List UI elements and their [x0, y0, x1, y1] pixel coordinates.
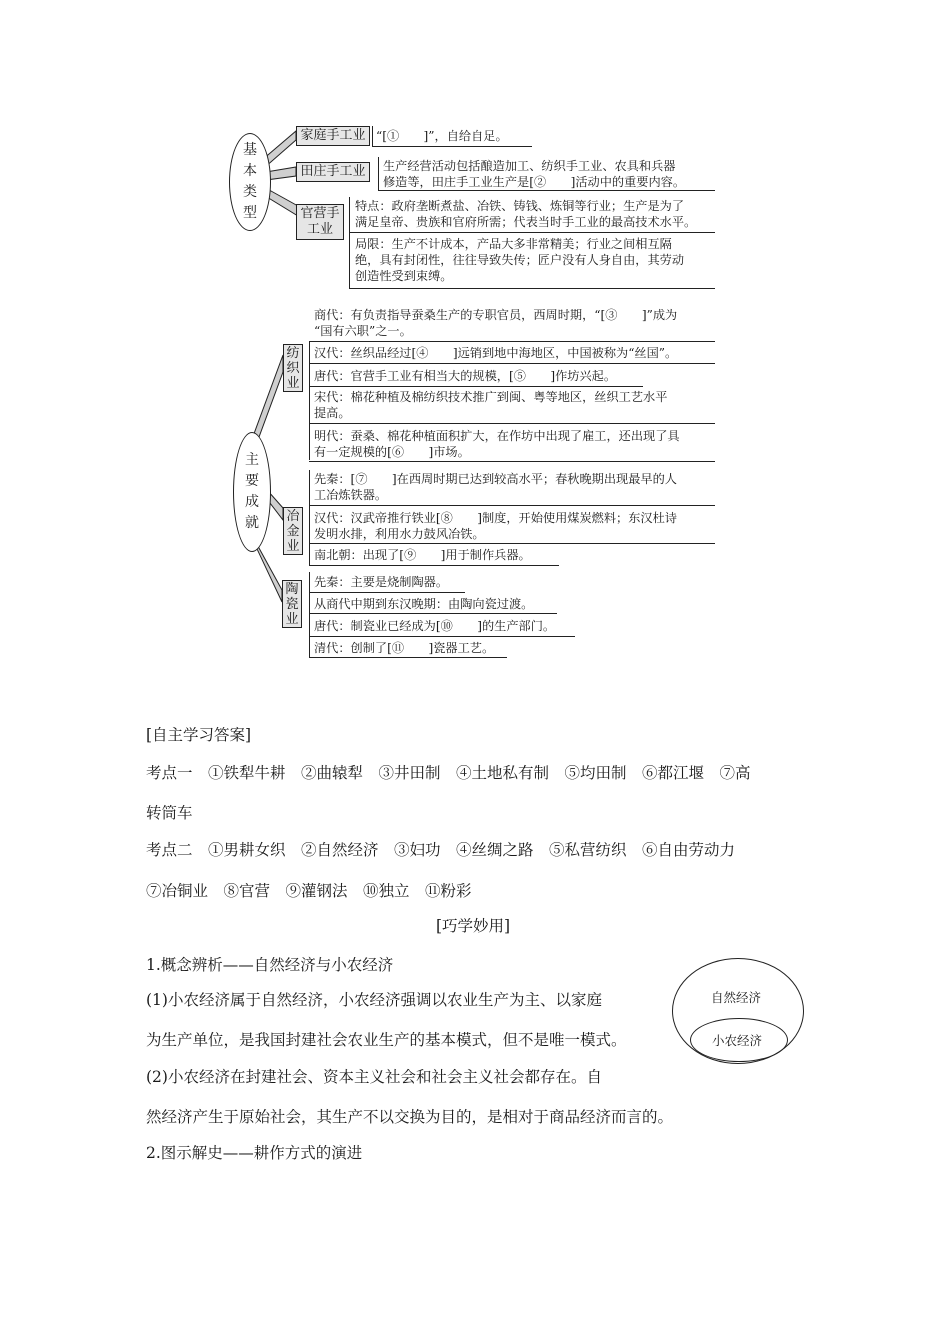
textile-song-line-2: 提高。	[314, 406, 351, 420]
underline	[309, 613, 557, 614]
textile-song-line-1: 宋代：棉花种植及棉纺织技术推广到闽、粤等地区，丝织工艺水平	[314, 390, 668, 404]
metallurgy-southern-northern: 南北朝：出现了[⑨ ]用于制作兵器。	[314, 548, 531, 562]
ceramics-label: 陶瓷业	[285, 581, 299, 627]
metallurgy-box	[283, 507, 303, 555]
answers-point2-line1: 考点二 ①男耕女织 ②自然经济 ③妇功 ④丝绸之路 ⑤私营纺织 ⑥自由劳动力	[146, 841, 736, 859]
metallurgy-han-line-2: 发明水排，利用水力鼓风冶铁。	[314, 527, 485, 541]
underline	[309, 543, 715, 544]
metallurgy-label: 冶金业	[286, 508, 300, 554]
underline	[309, 461, 715, 462]
official-features-line-1: 特点：政府垄断煮盐、冶铁、铸钱、炼铜等行业；生产是为了	[355, 199, 685, 213]
underline	[309, 386, 643, 387]
official-handicraft-label: 官营手工业	[300, 206, 340, 237]
answers-heading: [自主学习答案]	[146, 726, 252, 744]
tips-heading: [巧学妙用]	[436, 917, 511, 935]
answers-point1-line2: 转筒车	[146, 804, 193, 822]
answers-point1-line1: 考点一 ①铁犁牛耕 ②曲辕犁 ③井田制 ④土地私有制 ⑤均田制 ⑥都江堰 ⑦高	[146, 764, 751, 782]
manor-handicraft-box	[296, 162, 370, 182]
textile-shang-line-1: 商代：有负责指导蚕桑生产的专职官员，西周时期，“[③ ]”成为	[314, 308, 678, 322]
achievements-node	[233, 432, 271, 552]
official-limits-line-3: 创造性受到束缚。	[355, 269, 453, 283]
tips-s1-title: 1.概念辨析——自然经济与小农经济	[146, 956, 394, 974]
metallurgy-han-line-1: 汉代：汉武帝推行铁业[⑧ ]制度，开始使用煤炭燃料；东汉杜诗	[314, 511, 677, 525]
ceramics-preqin: 先秦：主要是烧制陶器。	[314, 575, 449, 589]
bracket	[309, 342, 310, 460]
household-handicraft-text: “[① ]”，自给自足。	[376, 129, 508, 143]
underline	[349, 288, 715, 289]
tips-s1-p1-line1: (1)小农经济属于自然经济，小农经济强调以农业生产为主、以家庭	[146, 991, 602, 1009]
underline	[309, 505, 715, 506]
ceramics-qing: 清代：创制了[⑪ ]瓷器工艺。	[314, 641, 495, 655]
textile-shang-line-2: “国有六职”之一。	[314, 324, 412, 338]
basic-types-label: 基本类型	[243, 142, 257, 221]
underline	[309, 565, 559, 566]
textile-box	[283, 344, 303, 392]
underline	[309, 423, 715, 424]
answers-point2-line2: ⑦冶铜业 ⑧官营 ⑨灌钢法 ⑩独立 ⑪粉彩	[146, 882, 472, 900]
official-limits-line-2: 绝，具有封闭性，往往导致失传；匠户没有人身自由，其劳动	[355, 253, 685, 267]
underline	[309, 363, 715, 364]
underline	[349, 232, 715, 233]
tips-s1-p1-line2: 为生产单位，是我国封建社会农业生产的基本模式，但不是唯一模式。	[146, 1031, 627, 1049]
manor-handicraft-label: 田庄手工业	[300, 164, 366, 179]
tips-s2-title: 2.图示解史——耕作方式的演进	[146, 1144, 363, 1162]
ceramics-box	[282, 580, 302, 628]
metallurgy-preqin-line-1: 先秦：[⑦ ]在西周时期已达到较高水平；春秋晚期出现最早的人	[314, 472, 677, 486]
textile-ming-line-1: 明代：蚕桑、棉花种植面积扩大，在作坊中出现了雇工，还出现了具	[314, 429, 680, 443]
household-handicraft-box	[296, 126, 370, 146]
official-limits-line-1: 局限：生产不计成本，产品大多非常精美；行业之间相互隔	[355, 237, 672, 251]
bracket	[378, 157, 379, 190]
small-peasant-economy-label: 小农经济	[712, 1033, 763, 1048]
underline	[378, 190, 715, 191]
underline	[309, 657, 507, 658]
household-handicraft-label: 家庭手工业	[300, 128, 366, 143]
tips-s1-p2-line2: 然经济产生于原始社会，其生产不以交换为目的，是相对于商品经济而言的。	[146, 1108, 674, 1126]
textile-label: 纺织业	[286, 345, 300, 391]
basic-types-node	[229, 133, 271, 231]
manor-handicraft-line-2: 修造等，田庄手工业生产是[② ]活动中的重要内容。	[383, 175, 686, 189]
underline	[309, 592, 465, 593]
achievements-label: 主要成就	[245, 452, 259, 531]
official-handicraft-box	[296, 204, 344, 240]
ceramics-shang-han: 从商代中期到东汉晚期：由陶向瓷过渡。	[314, 597, 534, 611]
underline	[309, 341, 715, 342]
bracket	[372, 126, 373, 147]
official-features-line-2: 满足皇帝、贵族和官府所需；代表当时手工业的最高技术水平。	[355, 215, 697, 229]
textile-han: 汉代：丝织品经过[④ ]远销到地中海地区，中国被称为“丝国”。	[314, 346, 678, 360]
bracket	[309, 572, 310, 658]
underline	[309, 636, 575, 637]
underline	[372, 146, 532, 147]
tips-s1-p2-line1: (2)小农经济在封建社会、资本主义社会和社会主义社会都存在。自	[146, 1068, 602, 1086]
textile-tang: 唐代：官营手工业有相当大的规模，[⑤ ]作坊兴起。	[314, 369, 617, 383]
metallurgy-preqin-line-2: 工冶炼铁器。	[314, 488, 388, 502]
manor-handicraft-line-1: 生产经营活动包括酿造加工、纺织手工业、农具和兵器	[383, 159, 676, 173]
bracket	[309, 470, 310, 566]
ceramics-tang: 唐代：制瓷业已经成为[⑩ ]的生产部门。	[314, 619, 556, 633]
bracket	[349, 197, 350, 289]
textile-ming-line-2: 有一定规模的[⑥ ]市场。	[314, 445, 470, 459]
natural-economy-label: 自然经济	[711, 990, 762, 1005]
